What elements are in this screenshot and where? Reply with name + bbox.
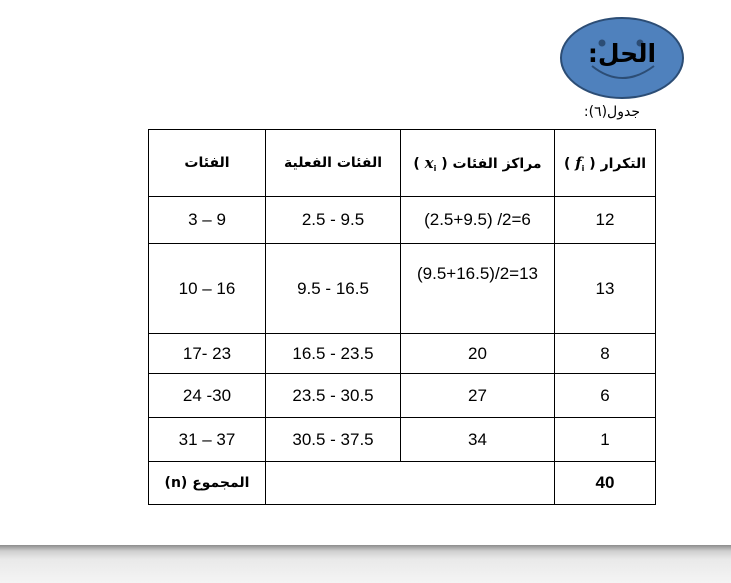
badge-title: الحل: (587, 39, 657, 68)
cell-classes: 24 -30 (149, 374, 266, 418)
header-midpoints: مراكز الفئات ( $x_i$ ) (401, 130, 555, 197)
cell-frequency: 12 (555, 197, 656, 244)
cell-classes: 31 – 37 (149, 418, 266, 462)
table-caption: جدول(٦): (583, 104, 640, 120)
header-frequency-subscript: i (581, 163, 585, 173)
header-midpoints-label: مراكز الفئات (452, 155, 542, 172)
header-actual-classes: الفئات الفعلية (266, 130, 401, 197)
cell-classes: 10 – 16 (149, 244, 266, 334)
table-header-row (149, 130, 656, 197)
cell-frequency: 6 (555, 374, 656, 418)
header-frequency: التكرار ( $f_i$ ) (555, 130, 656, 197)
total-label: المجموع (n) (149, 462, 266, 505)
frequency-table (148, 129, 656, 505)
cell-midpoint: 20 (401, 334, 555, 374)
solution-badge (559, 16, 685, 100)
header-midpoints-symbol: x (424, 153, 434, 172)
cell-actual: 23.5 - 30.5 (266, 374, 401, 418)
cell-frequency: 13 (555, 244, 656, 334)
cell-midpoint: 27 (401, 374, 555, 418)
cell-frequency: 8 (555, 334, 656, 374)
cell-midpoint: 34 (401, 418, 555, 462)
cell-midpoint: (2.5+9.5) /2=6 (401, 197, 555, 244)
cell-classes: 17- 23 (149, 334, 266, 374)
table-row (149, 418, 656, 462)
cell-classes: 3 – 9 (149, 197, 266, 244)
header-frequency-label: التكرار (600, 155, 647, 172)
header-classes: الفئات (149, 130, 266, 197)
cell-actual: 30.5 - 37.5 (266, 418, 401, 462)
header-frequency-symbol: f (575, 153, 582, 172)
table-row (149, 374, 656, 418)
cell-frequency: 1 (555, 418, 656, 462)
page-bottom-edge (0, 545, 731, 583)
table-row (149, 334, 656, 374)
header-midpoints-subscript: i (433, 163, 437, 173)
cell-actual: 16.5 - 23.5 (266, 334, 401, 374)
total-value: 40 (555, 462, 656, 505)
table-row (149, 244, 656, 334)
table-row (149, 197, 656, 244)
cell-actual: 9.5 - 16.5 (266, 244, 401, 334)
cell-midpoint: (9.5+16.5)/2=13 (401, 244, 555, 334)
table-total-row (149, 462, 656, 505)
cell-actual: 2.5 - 9.5 (266, 197, 401, 244)
total-empty-cell (266, 462, 555, 505)
